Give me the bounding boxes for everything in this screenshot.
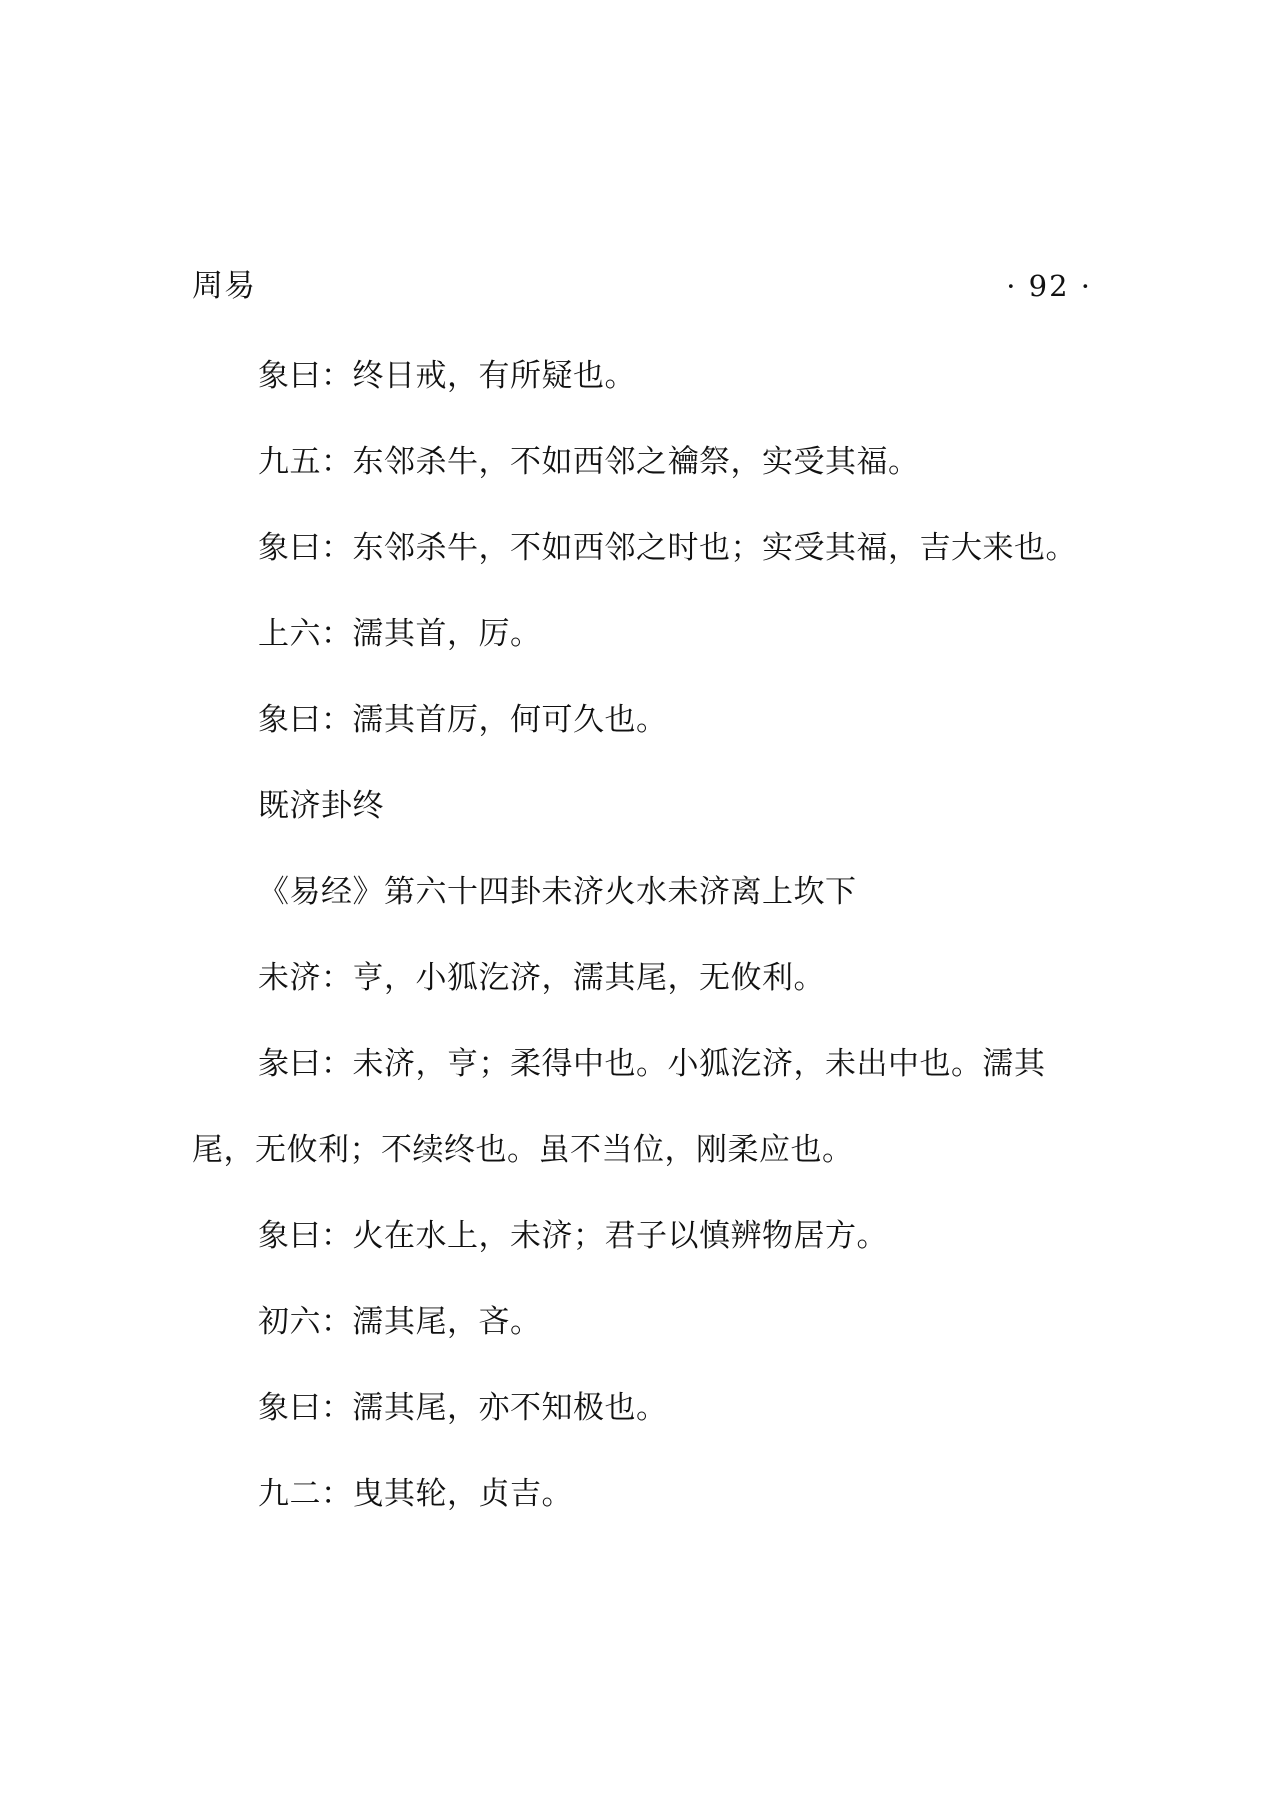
hexagram-end-line: 既济卦终: [258, 788, 384, 824]
text-line: 象曰：濡其尾，亦不知极也。: [258, 1390, 668, 1426]
text-line: 九五：东邻杀牛，不如西邻之禴祭，实受其福。: [258, 444, 920, 480]
text-line: 上六：濡其首，厉。: [258, 616, 542, 652]
running-title: 周易: [192, 268, 256, 304]
text-line: 象曰：终日戒，有所疑也。: [258, 358, 636, 394]
text-line: 初六：濡其尾，吝。: [258, 1304, 542, 1340]
text-line: 未济：亨，小狐汔济，濡其尾，无攸利。: [258, 960, 825, 996]
page-header: [192, 264, 1092, 308]
text-line-continuation: 尾，无攸利；不续终也。虽不当位，刚柔应也。: [192, 1132, 854, 1168]
text-line: 象曰：火在水上，未济；君子以慎辨物居方。: [258, 1218, 888, 1254]
text-line: 象曰：濡其首厉，何可久也。: [258, 702, 668, 738]
hexagram-heading: 《易经》第六十四卦未济火水未济离上坎下: [258, 874, 857, 910]
text-line: 象曰：东邻杀牛，不如西邻之时也；实受其福，吉大来也。: [258, 530, 1077, 566]
text-line: 彖曰：未济，亨；柔得中也。小狐汔济，未出中也。濡其: [258, 1046, 1046, 1082]
text-body: [192, 354, 1092, 1558]
text-line: 九二：曳其轮，贞吉。: [258, 1476, 573, 1512]
page-number: · 92 ·: [1006, 269, 1092, 303]
